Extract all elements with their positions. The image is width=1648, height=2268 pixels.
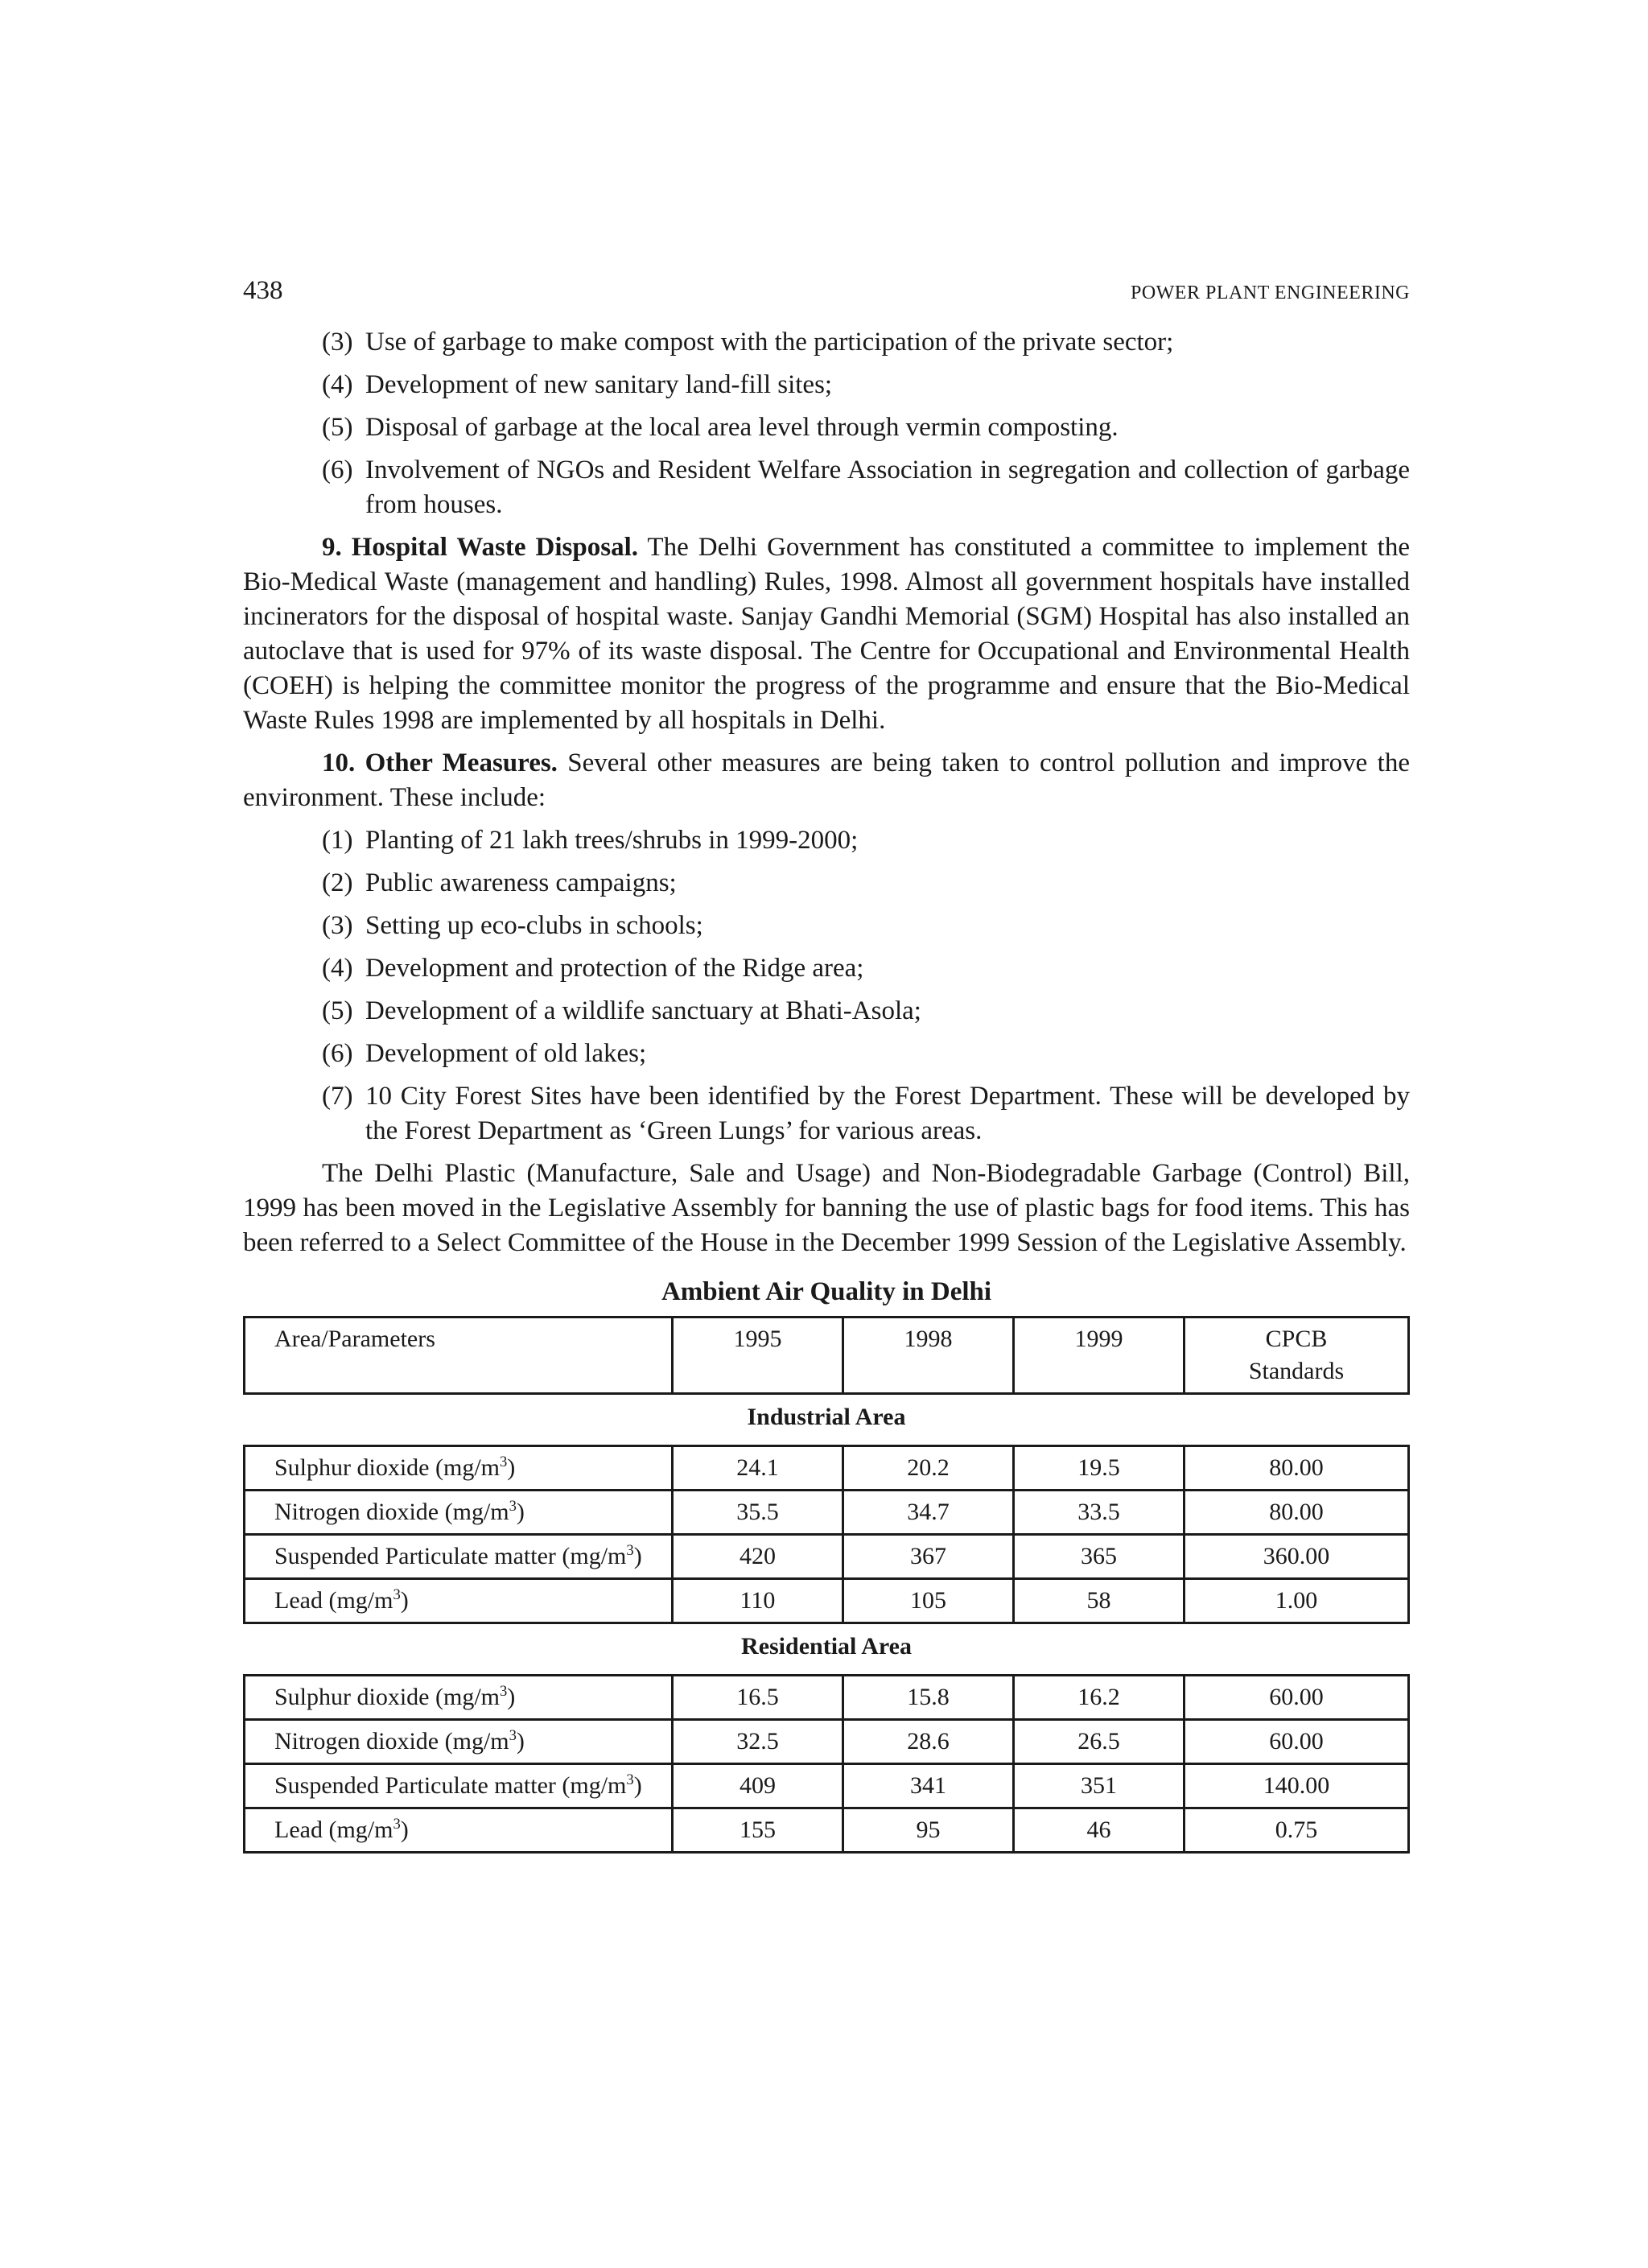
cell-1999: 58 bbox=[1014, 1579, 1184, 1623]
list-item-text: 10 City Forest Sites have been identified by the Forest Department. These will be developed by the Forest Department as ‘Green Lungs’ for various areas. bbox=[365, 1082, 1410, 1145]
cell-1995: 24.1 bbox=[673, 1446, 843, 1491]
column-header-1999: 1999 bbox=[1014, 1318, 1184, 1394]
list-item bbox=[243, 368, 1410, 402]
cell-standard: 360.00 bbox=[1184, 1535, 1409, 1579]
cell-1998: 15.8 bbox=[843, 1676, 1014, 1720]
cell-1995: 35.5 bbox=[673, 1491, 843, 1535]
column-header-cpcb-line2: Standards bbox=[1248, 1358, 1345, 1384]
column-header-area: Area/Parameters bbox=[245, 1318, 673, 1394]
industrial-area-heading: Industrial Area bbox=[747, 1404, 906, 1430]
list-item bbox=[243, 866, 1410, 901]
table-row bbox=[245, 1491, 1409, 1535]
row-label: Suspended Particulate matter $(mg/m^3)$ bbox=[245, 1535, 673, 1579]
cell-1999: 351 bbox=[1014, 1764, 1184, 1808]
table-row bbox=[245, 1579, 1409, 1623]
row-label: Sulphur dioxide $(mg/m^3)$ bbox=[245, 1676, 673, 1720]
cell-1998: 341 bbox=[843, 1764, 1014, 1808]
list-item-text: Development and protection of the Ridge area; bbox=[365, 954, 864, 983]
list-item-number: (3) bbox=[322, 911, 353, 940]
document-page bbox=[243, 274, 1410, 1854]
cell-standard: 80.00 bbox=[1184, 1491, 1409, 1535]
cell-standard: 1.00 bbox=[1184, 1579, 1409, 1623]
cell-1995: 155 bbox=[673, 1808, 843, 1853]
row-label: Suspended Particulate matter $(mg/m^3)$ bbox=[245, 1764, 673, 1808]
table-row bbox=[245, 1535, 1409, 1579]
cell-1998: 95 bbox=[843, 1808, 1014, 1853]
cell-1999: 33.5 bbox=[1014, 1491, 1184, 1535]
list-item bbox=[243, 1037, 1410, 1071]
hospital-waste-paragraph bbox=[243, 530, 1410, 738]
list-item bbox=[243, 951, 1410, 986]
cell-1995: 16.5 bbox=[673, 1676, 843, 1720]
cell-standard: 0.75 bbox=[1184, 1808, 1409, 1853]
cell-1998: 367 bbox=[843, 1535, 1014, 1579]
list-item-number: (3) bbox=[322, 328, 353, 357]
list-item-text: Public awareness campaigns; bbox=[365, 868, 677, 897]
list-item-text: Planting of 21 lakh trees/shrubs in 1999-2000; bbox=[365, 826, 859, 855]
garbage-measures-list bbox=[243, 325, 1410, 522]
list-item-text: Use of garbage to make compost with the participation of the private sector; bbox=[365, 328, 1174, 357]
paragraph-text: Several other measures are being taken to control pollution and improve the environment. These include: bbox=[243, 748, 1410, 812]
page-number: 438 bbox=[243, 276, 283, 305]
list-item-text: Development of a wildlife sanctuary at Bhati-Asola; bbox=[365, 996, 921, 1025]
cell-1998: 105 bbox=[843, 1579, 1014, 1623]
section-heading: 9. Hospital Waste Disposal. bbox=[322, 533, 639, 562]
column-header-cpcb-line1: CPCB bbox=[1265, 1326, 1328, 1352]
cell-1995: 420 bbox=[673, 1535, 843, 1579]
cell-1998: 34.7 bbox=[843, 1491, 1014, 1535]
table-row bbox=[245, 1808, 1409, 1853]
list-item-number: (6) bbox=[322, 456, 353, 485]
list-item bbox=[243, 1079, 1410, 1148]
residential-area-heading: Residential Area bbox=[741, 1633, 912, 1660]
list-item-number: (4) bbox=[322, 370, 353, 399]
list-item-number: (1) bbox=[322, 826, 353, 855]
cell-1995: 409 bbox=[673, 1764, 843, 1808]
list-item-number: (4) bbox=[322, 954, 353, 983]
running-head: POWER PLANT ENGINEERING bbox=[1130, 282, 1410, 303]
row-label: Lead $(mg/m^3)$ bbox=[245, 1808, 673, 1853]
list-item-text: Setting up eco-clubs in schools; bbox=[365, 911, 703, 940]
column-header-1998: 1998 bbox=[843, 1318, 1014, 1394]
list-item-number: (5) bbox=[322, 996, 353, 1025]
row-label: Nitrogen dioxide $(mg/m^3)$ bbox=[245, 1720, 673, 1764]
list-item bbox=[243, 994, 1410, 1029]
page-header bbox=[243, 274, 1410, 311]
table-row bbox=[245, 1676, 1409, 1720]
list-item-number: (2) bbox=[322, 868, 353, 897]
industrial-area-table bbox=[243, 1445, 1410, 1624]
list-item bbox=[243, 325, 1410, 360]
cell-1998: 28.6 bbox=[843, 1720, 1014, 1764]
paragraph-text: The Delhi Government has constituted a committee to implement the Bio-Medical Waste (management and handling) Rules, 1998. Almost all government hospitals have installed incinerators for the disposal of hospital waste. Sanjay Gandhi Memorial (SGM) Hospital has also installed an autoclave that is used for 97% of its waste disposal. The Centre for Occupational and Environmental Health (COEH) is helping the committee monitor the progress of the programme and ensure that the Bio-Medical Waste Rules 1998 are implemented by all hospitals in Delhi. bbox=[243, 533, 1410, 735]
other-measures-paragraph bbox=[243, 746, 1410, 815]
column-header-cpcb bbox=[1184, 1318, 1409, 1394]
cell-standard: 140.00 bbox=[1184, 1764, 1409, 1808]
list-item-text: Development of new sanitary land-fill sites; bbox=[365, 370, 833, 399]
list-item bbox=[243, 823, 1410, 858]
air-quality-header-table bbox=[243, 1316, 1410, 1395]
row-label: Lead $(mg/m^3)$ bbox=[245, 1579, 673, 1623]
section-heading: 10. Other Measures. bbox=[322, 748, 558, 777]
list-item bbox=[243, 453, 1410, 522]
residential-area-table bbox=[243, 1674, 1410, 1854]
list-item-text: Development of old lakes; bbox=[365, 1039, 647, 1068]
cell-1999: 26.5 bbox=[1014, 1720, 1184, 1764]
list-item-number: (6) bbox=[322, 1039, 353, 1068]
table-row bbox=[245, 1720, 1409, 1764]
list-item-text: Disposal of garbage at the local area level through vermin composting. bbox=[365, 413, 1119, 442]
cell-standard: 60.00 bbox=[1184, 1720, 1409, 1764]
list-item-number: (5) bbox=[322, 413, 353, 442]
cell-1995: 32.5 bbox=[673, 1720, 843, 1764]
cell-1999: 46 bbox=[1014, 1808, 1184, 1853]
cell-1999: 19.5 bbox=[1014, 1446, 1184, 1491]
cell-1999: 16.2 bbox=[1014, 1676, 1184, 1720]
row-label: Nitrogen dioxide $(mg/m^3)$ bbox=[245, 1491, 673, 1535]
table-title: Ambient Air Quality in Delhi bbox=[661, 1277, 992, 1306]
cell-1995: 110 bbox=[673, 1579, 843, 1623]
column-header-1995: 1995 bbox=[673, 1318, 843, 1394]
table-row bbox=[245, 1764, 1409, 1808]
cell-standard: 80.00 bbox=[1184, 1446, 1409, 1491]
other-measures-list bbox=[243, 823, 1410, 1148]
cell-1998: 20.2 bbox=[843, 1446, 1014, 1491]
table-header-row bbox=[245, 1318, 1409, 1394]
table-row bbox=[245, 1446, 1409, 1491]
cell-1999: 365 bbox=[1014, 1535, 1184, 1579]
plastic-bill-paragraph: The Delhi Plastic (Manufacture, Sale and Usage) and Non-Biodegradable Garbage (Control) Bill, 1999 has been moved in the Legislative Assembly for banning the use of plastic bags for food items. This has been referred to a Select Committee of the House in the December 1999 Session of the Legislative Assembly. bbox=[243, 1159, 1410, 1257]
list-item bbox=[243, 410, 1410, 445]
cell-standard: 60.00 bbox=[1184, 1676, 1409, 1720]
list-item bbox=[243, 909, 1410, 943]
list-item-text: Involvement of NGOs and Resident Welfare Association in segregation and collection of garbage from houses. bbox=[365, 456, 1410, 519]
list-item-number: (7) bbox=[322, 1082, 353, 1111]
row-label: Sulphur dioxide $(mg/m^3)$ bbox=[245, 1446, 673, 1491]
